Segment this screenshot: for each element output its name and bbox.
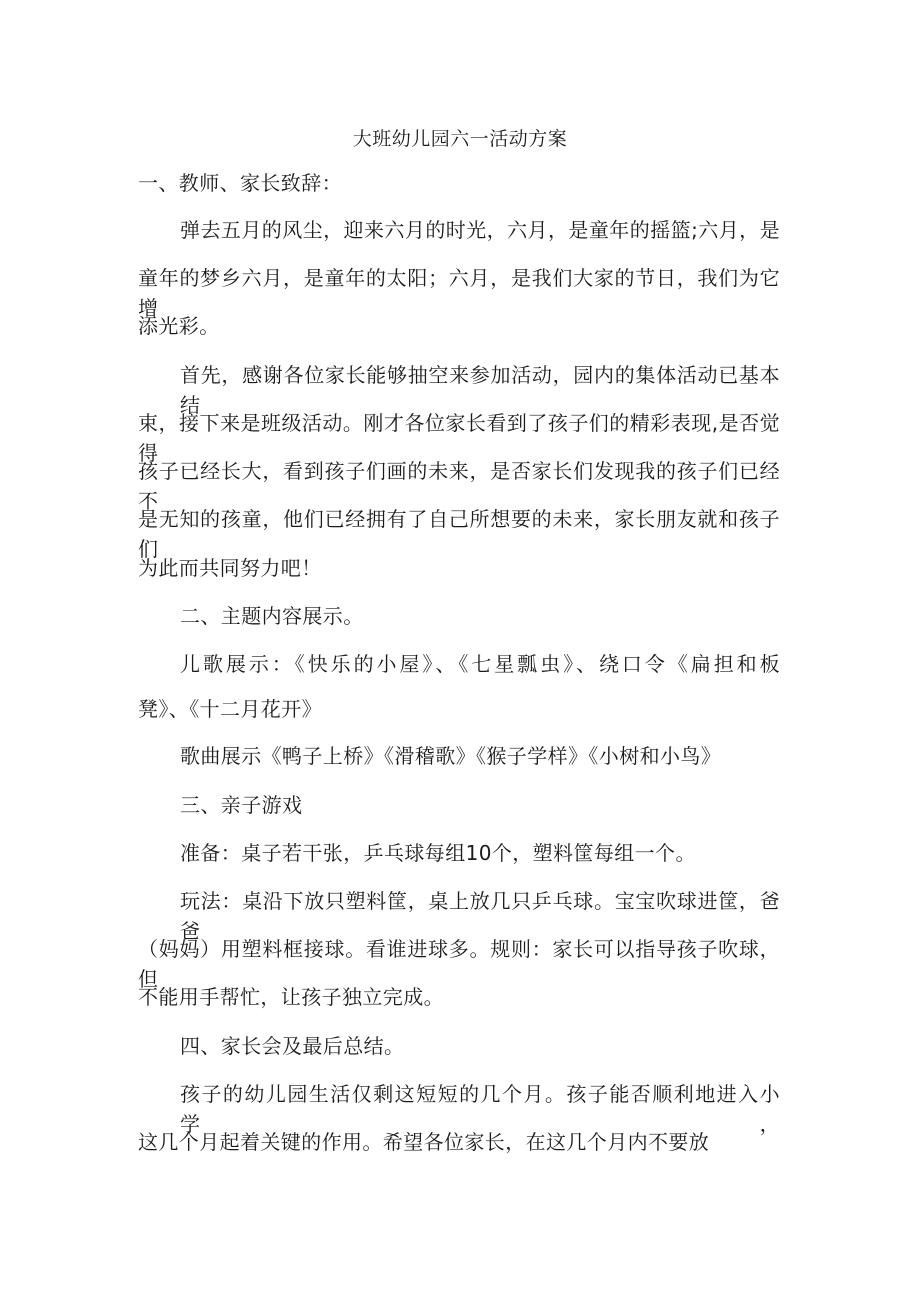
game-preparation: 准备：桌子若干张，乒乓球每组10个，塑料筐每组一个。 [180, 841, 696, 865]
section-heading-4: 四、家长会及最后总结。 [180, 1034, 405, 1058]
game-rules-line-1: 玩法：桌沿下放只塑料筐，桌上放几只乒乓球。宝宝吹球进筐，爸爸 [180, 889, 780, 943]
game-rules-line-2: （妈妈）用塑料框接球。看谁进球多。规则：家长可以指导孩子吹球，但 [138, 937, 780, 991]
songs-showcase: 歌曲展示《鸭子上桥》《滑稽歌》《猴子学样》《小树和小鸟》 [180, 744, 722, 768]
paragraph-1-line-1: 弹去五月的风尘，迎来六月的时光，六月，是童年的摇篮;六月，是 [180, 218, 780, 242]
section-heading-2: 二、主题内容展示。 [180, 604, 364, 628]
paragraph-1-line-2: 童年的梦乡六月，是童年的太阳；六月，是我们大家的节日，我们为它增 [138, 266, 780, 320]
document-title: 大班幼儿园六一活动方案 [352, 128, 568, 150]
summary-line-2: 这几个月起着关键的作用。希望各位家长，在这几个月内不要放 [138, 1130, 710, 1154]
paragraph-2-line-3: 孩子已经长大，看到孩子们画的未来，是否家长们发现我的孩子们已经不 [138, 459, 780, 513]
summary-line-1: 孩子的幼儿园生活仅剩这短短的几个月。孩子能否顺利地进入小学， [180, 1082, 780, 1136]
nursery-rhymes-line-2: 凳》、《十二月花开》 [138, 697, 322, 721]
paragraph-2-line-5: 为此而共同努力吧！ [138, 556, 322, 580]
paragraph-2-line-2: 束，接下来是班级活动。刚才各位家长看到了孩子们的精彩表现,是否觉得 [138, 411, 780, 465]
paragraph-2-line-4: 是无知的孩童，他们已经拥有了自己所想要的未来，家长朋友就和孩子们 [138, 507, 780, 561]
nursery-rhymes-line-1: 儿歌展示：《快乐的小屋》、《七星瓢虫》、绕口令《扁担和板 [180, 652, 780, 676]
section-heading-3: 三、亲子游戏 [180, 793, 303, 817]
game-rules-line-3: 不能用手帮忙，让孩子独立完成。 [138, 985, 444, 1009]
section-heading-1: 一、教师、家长致辞： [138, 171, 342, 195]
paragraph-2-line-1: 首先，感谢各位家长能够抽空来参加活动，园内的集体活动已基本结 [180, 363, 780, 417]
paragraph-1-line-3: 添光彩。 [138, 314, 220, 338]
